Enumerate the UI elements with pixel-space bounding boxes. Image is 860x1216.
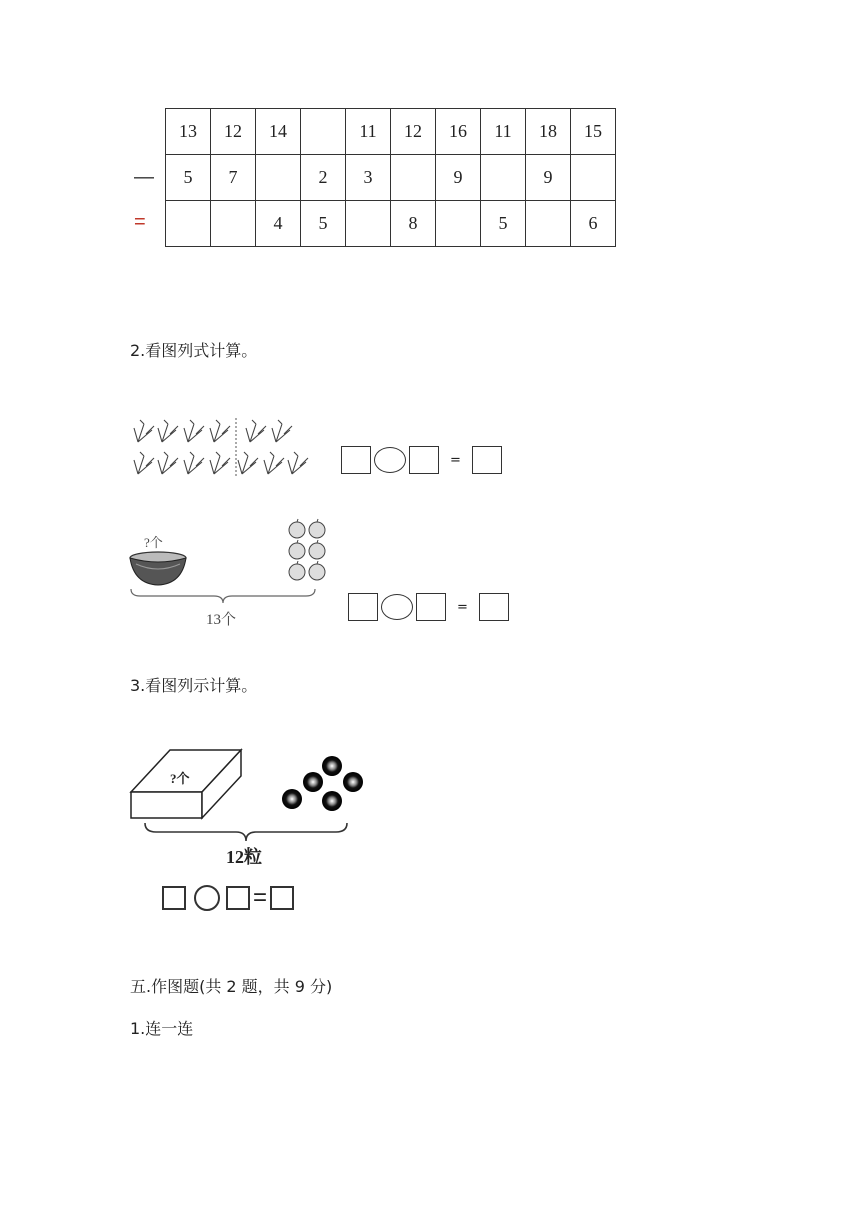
table-cell: 6: [571, 201, 616, 247]
table-cell: 18: [526, 109, 571, 155]
plant-icon: [184, 420, 204, 442]
section-5-question-1: 1.连一连: [130, 1019, 194, 1038]
plant-icon: [272, 420, 292, 442]
table-cell: 2: [301, 155, 346, 201]
table-cell: [301, 109, 346, 155]
section-5-title: 五.作图题(共 2 题，共 9 分): [130, 977, 333, 996]
answer-box[interactable]: [270, 886, 294, 910]
plant-icon: [238, 452, 258, 474]
table-cell: 13: [166, 109, 211, 155]
table-cell: 9: [436, 155, 481, 201]
subtraction-table: [165, 108, 616, 247]
table-cell: 16: [436, 109, 481, 155]
table-cell: [256, 155, 301, 201]
table-cell: 8: [391, 201, 436, 247]
plant-icon: [246, 420, 266, 442]
plant-icon: [288, 452, 308, 474]
table-cell: 11: [481, 109, 526, 155]
total-label: 13个: [206, 612, 237, 628]
operator-oval[interactable]: [194, 885, 220, 911]
table-cell: 4: [256, 201, 301, 247]
bowl-label: ?个: [144, 535, 163, 550]
answer-box[interactable]: [162, 886, 186, 910]
table-cell: [166, 201, 211, 247]
equals-sign: =: [457, 599, 468, 615]
bowl-icon: [128, 550, 188, 590]
equals-sign: =: [134, 211, 146, 233]
equals-sign: =: [450, 452, 461, 468]
table-cell: 3: [346, 155, 391, 201]
table-cell: [211, 201, 256, 247]
apples-icon: [286, 519, 330, 583]
plant-icon: [210, 420, 230, 442]
plant-icon: [134, 420, 154, 442]
operator-oval[interactable]: [381, 594, 413, 620]
brace-icon: [144, 822, 348, 842]
expression-2: [348, 593, 509, 621]
table-row-difference: [166, 201, 616, 247]
table-cell: 12: [211, 109, 256, 155]
answer-box[interactable]: [472, 446, 502, 474]
table-cell: 5: [301, 201, 346, 247]
table-cell: [436, 201, 481, 247]
table-cell: 7: [211, 155, 256, 201]
table-cell: [391, 155, 436, 201]
answer-box[interactable]: [416, 593, 446, 621]
table-cell: 15: [571, 109, 616, 155]
table-row-subtrahend: [166, 155, 616, 201]
expression-1: [341, 446, 502, 474]
table-cell: [346, 201, 391, 247]
table-cell: [571, 155, 616, 201]
operator-oval[interactable]: [374, 447, 406, 473]
minus-sign: —: [134, 166, 154, 188]
answer-box[interactable]: [479, 593, 509, 621]
table-cell: 9: [526, 155, 571, 201]
table-cell: [526, 201, 571, 247]
plant-icon: [158, 452, 178, 474]
plant-icon: [134, 452, 154, 474]
table-cell: 14: [256, 109, 301, 155]
beads-icon: [280, 755, 370, 817]
total-label: 12粒: [226, 847, 262, 867]
table-cell: [481, 155, 526, 201]
plant-icon: [158, 420, 178, 442]
question-2-title: 2.看图列式计算。: [130, 341, 258, 360]
plant-icon: [210, 452, 230, 474]
answer-box[interactable]: [348, 593, 378, 621]
box-label: ?个: [170, 771, 190, 786]
expression-3: [162, 884, 294, 912]
plants-illustration: [132, 418, 322, 480]
table-cell: 11: [346, 109, 391, 155]
plant-icon: [184, 452, 204, 474]
plant-icon: [264, 452, 284, 474]
question-3-title: 3.看图列示计算。: [130, 676, 258, 695]
answer-box[interactable]: [226, 886, 250, 910]
answer-box[interactable]: [341, 446, 371, 474]
table-cell: 5: [166, 155, 211, 201]
answer-box[interactable]: [409, 446, 439, 474]
brace-icon: [130, 588, 316, 604]
table-row-minuend: [166, 109, 616, 155]
table-cell: 5: [481, 201, 526, 247]
table-cell: 12: [391, 109, 436, 155]
equals-sign: =: [253, 884, 268, 911]
